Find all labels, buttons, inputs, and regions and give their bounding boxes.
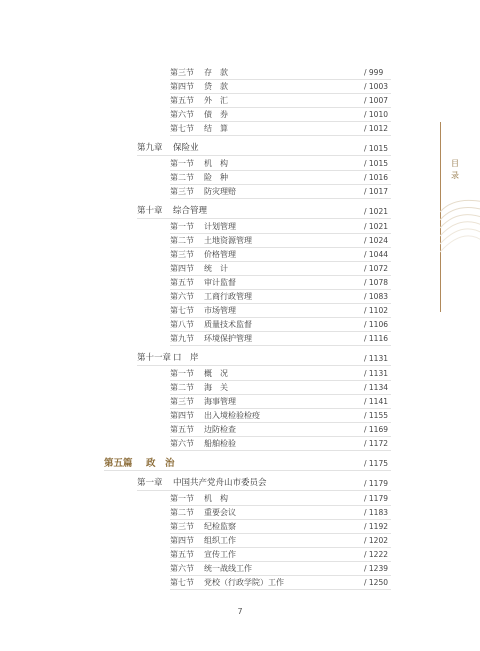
toc-entry-number: 第三节 xyxy=(170,68,194,77)
toc-entry-title: 工商行政管理 xyxy=(204,292,252,301)
toc-entry-title: 宣传工作 xyxy=(204,550,236,559)
toc-entry-underline xyxy=(137,218,391,219)
toc-entry-underline xyxy=(170,345,391,346)
toc-section-row xyxy=(170,171,391,184)
toc-entry-page: / 1179 xyxy=(364,494,388,503)
toc-entry-title: 质量技术监督 xyxy=(204,320,252,329)
toc-entry-underline xyxy=(170,450,391,451)
toc-entry-label xyxy=(137,352,199,365)
toc-entry-label xyxy=(137,477,267,490)
toc-entry-number: 第四节 xyxy=(170,411,194,420)
toc-entry-label xyxy=(170,66,228,79)
toc-entry-page: / 1003 xyxy=(364,82,388,91)
toc-entry-number: 第五篇 xyxy=(104,458,133,469)
toc-section-row xyxy=(170,122,391,135)
toc-section-row xyxy=(170,290,391,303)
toc-entry-label xyxy=(170,506,236,519)
toc-entry-underline xyxy=(104,470,391,471)
toc-entry-title: 综合管理 xyxy=(173,206,208,216)
toc-entry-underline xyxy=(137,155,391,156)
toc-entry-label xyxy=(170,248,236,261)
toc-section-row xyxy=(170,248,391,261)
toc-entry-page: / 1007 xyxy=(364,96,388,105)
toc-entry-number: 第九节 xyxy=(170,334,194,343)
toc-entry-number: 第四节 xyxy=(170,536,194,545)
toc-section-row xyxy=(170,520,391,533)
toc-entry-label xyxy=(104,457,175,470)
page-number: 7 xyxy=(237,607,243,616)
toc-entry-label xyxy=(170,94,228,107)
toc-entry-title: 边防检查 xyxy=(204,425,236,434)
toc-entry-page: / 1202 xyxy=(364,536,388,545)
toc-entry-title: 计划管理 xyxy=(204,222,236,231)
toc-section-row xyxy=(170,562,391,575)
toc-section-row xyxy=(170,576,391,589)
toc-entry-label xyxy=(170,122,228,135)
toc-entry-page: / 1179 xyxy=(364,479,388,488)
toc-entry-number: 第八节 xyxy=(170,320,194,329)
toc-section-row xyxy=(170,548,391,561)
toc-entry-title: 政 治 xyxy=(146,458,175,469)
toc-entry-page: / 1012 xyxy=(364,124,388,133)
toc-entry-title: 机 构 xyxy=(204,494,228,503)
toc-entry-number: 第五节 xyxy=(170,425,194,434)
toc-entry-label xyxy=(170,262,228,275)
toc-entry-title: 统一战线工作 xyxy=(204,564,252,573)
toc-entry-title: 外 汇 xyxy=(204,96,228,105)
toc-entry-label xyxy=(170,108,228,121)
toc-entry-number: 第二节 xyxy=(170,173,194,182)
toc-entry-title: 重要会议 xyxy=(204,508,236,517)
toc-entry-number: 第七节 xyxy=(170,124,194,133)
toc-entry-number: 第五节 xyxy=(170,550,194,559)
toc-section-row xyxy=(170,332,391,345)
toc-entry-label xyxy=(170,548,236,561)
toc-section-row xyxy=(170,66,391,79)
toc-entry-label xyxy=(170,276,236,289)
toc-entry-page: / 1016 xyxy=(364,173,388,182)
toc-entry-title: 存 款 xyxy=(204,68,228,77)
toc-entry-page: / 999 xyxy=(364,68,384,77)
toc-entry-page: / 1072 xyxy=(364,264,388,273)
toc-entry-title: 机 构 xyxy=(204,159,228,168)
toc-section-row xyxy=(170,395,391,408)
toc-entry-title: 险 种 xyxy=(204,173,228,182)
toc-entry-page: / 1010 xyxy=(364,110,388,119)
toc-entry-title: 船舶检验 xyxy=(204,439,236,448)
toc-entry-number: 第十章 xyxy=(137,206,163,216)
toc-entry-underline xyxy=(137,490,391,491)
toc-entry-number: 第六节 xyxy=(170,564,194,573)
toc-entry-title: 统 计 xyxy=(204,264,228,273)
toc-entry-number: 第二节 xyxy=(170,236,194,245)
toc-entry-title: 保险业 xyxy=(173,143,199,153)
toc-entry-label xyxy=(170,492,228,505)
toc-chapter-row xyxy=(137,142,391,155)
toc-entry-title: 防灾理赔 xyxy=(204,187,236,196)
toc-entry-label xyxy=(170,80,228,93)
toc-entry-number: 第一节 xyxy=(170,159,194,168)
toc-entry-title: 中国共产党舟山市委员会 xyxy=(173,478,267,488)
toc-entry-number: 第三节 xyxy=(170,522,194,531)
toc-section-row xyxy=(170,157,391,170)
toc-entry-underline xyxy=(170,198,391,199)
toc-section-row xyxy=(170,94,391,107)
toc-entry-label xyxy=(170,395,236,408)
toc-section-row xyxy=(170,367,391,380)
toc-section-row xyxy=(170,262,391,275)
toc-section-row xyxy=(170,220,391,233)
toc-entry-page: / 1192 xyxy=(364,522,388,531)
toc-entry-title: 市场管理 xyxy=(204,306,236,315)
toc-section-row xyxy=(170,409,391,422)
toc-entry-page: / 1015 xyxy=(364,144,388,153)
toc-entry-page: / 1116 xyxy=(364,334,388,343)
toc-chapter-row xyxy=(137,477,391,490)
toc-entry-page: / 1222 xyxy=(364,550,388,559)
toc-section-row xyxy=(170,185,391,198)
toc-entry-page: / 1015 xyxy=(364,159,388,168)
toc-entry-page: / 1172 xyxy=(364,439,388,448)
toc-entry-page: / 1131 xyxy=(364,354,388,363)
toc-entry-number: 第三节 xyxy=(170,187,194,196)
toc-section-row xyxy=(170,492,391,505)
toc-entry-number: 第六节 xyxy=(170,110,194,119)
toc-entry-title: 债 券 xyxy=(204,110,228,119)
toc-entry-page: / 1239 xyxy=(364,564,388,573)
toc-entry-page: / 1044 xyxy=(364,250,388,259)
toc-entry-label xyxy=(170,437,236,450)
toc-entry-page: / 1102 xyxy=(364,306,388,315)
toc-entry-title: 土地资源管理 xyxy=(204,236,252,245)
toc-entry-page: / 1250 xyxy=(364,578,388,587)
toc-entry-title: 结 算 xyxy=(204,124,228,133)
toc-entry-label xyxy=(170,318,252,331)
toc-entry-number: 第一章 xyxy=(137,478,163,488)
toc-entry-number: 第二节 xyxy=(170,383,194,392)
toc-section-row xyxy=(170,276,391,289)
toc-entry-page: / 1017 xyxy=(364,187,388,196)
toc-entry-number: 第一节 xyxy=(170,369,194,378)
toc-entry-number: 第六节 xyxy=(170,439,194,448)
toc-entry-title: 海事管理 xyxy=(204,397,236,406)
toc-chapter-row xyxy=(137,205,391,218)
toc-entry-label xyxy=(170,409,260,422)
toc-entry-number: 第四节 xyxy=(170,82,194,91)
toc-entry-label xyxy=(137,142,199,155)
toc-entry-page: / 1183 xyxy=(364,508,388,517)
toc-entry-page: / 1024 xyxy=(364,236,388,245)
toc-entry-label xyxy=(170,290,252,303)
toc-section-row xyxy=(170,318,391,331)
toc-entry-label xyxy=(170,576,284,589)
toc-section-row xyxy=(170,437,391,450)
toc-entry-label xyxy=(170,234,252,247)
toc-section-row xyxy=(170,423,391,436)
toc-entry-number: 第七节 xyxy=(170,306,194,315)
toc-entry-page: / 1078 xyxy=(364,278,388,287)
side-tab-label: 目录 xyxy=(451,159,459,180)
toc-entry-label xyxy=(170,157,228,170)
toc-entry-label xyxy=(170,367,228,380)
toc-entry-label xyxy=(170,534,236,547)
toc-entry-label xyxy=(170,220,236,233)
toc-entry-page: / 1021 xyxy=(364,222,388,231)
toc-entry-title: 出入境检验检疫 xyxy=(204,411,260,420)
toc-entry-number: 第十一章 xyxy=(137,353,172,363)
toc-entry-label xyxy=(170,423,236,436)
toc-entry-number: 第九章 xyxy=(137,143,163,153)
toc-entry-title: 审计监督 xyxy=(204,278,236,287)
toc-section-row xyxy=(170,108,391,121)
toc-entry-label xyxy=(170,304,236,317)
toc-entry-label xyxy=(170,381,228,394)
toc-entry-page: / 1155 xyxy=(364,411,388,420)
toc-entry-number: 第七节 xyxy=(170,578,194,587)
toc-entry-title: 海 关 xyxy=(204,383,228,392)
toc-entry-number: 第二节 xyxy=(170,508,194,517)
toc-chapter-row xyxy=(137,352,391,365)
toc-section-row xyxy=(170,534,391,547)
toc-entry-title: 环境保护管理 xyxy=(204,334,252,343)
toc-entry-number: 第五节 xyxy=(170,96,194,105)
toc-entry-number: 第六节 xyxy=(170,292,194,301)
toc-entry-title: 组织工作 xyxy=(204,536,236,545)
toc-entry-number: 第一节 xyxy=(170,494,194,503)
toc-entry-title: 价格管理 xyxy=(204,250,236,259)
toc-section-row xyxy=(170,381,391,394)
toc-entry-page: / 1106 xyxy=(364,320,388,329)
toc-entry-label xyxy=(170,171,228,184)
toc-entry-page: / 1169 xyxy=(364,425,388,434)
toc-entry-page: / 1134 xyxy=(364,383,388,392)
wave-decoration-icon xyxy=(440,182,480,262)
toc-entry-title: 口 岸 xyxy=(173,353,199,363)
toc-entry-number: 第四节 xyxy=(170,264,194,273)
toc-section-row xyxy=(170,304,391,317)
contents-side-tab xyxy=(436,122,480,312)
toc-entry-label xyxy=(170,562,252,575)
toc-section-row xyxy=(170,234,391,247)
toc-section-row xyxy=(170,506,391,519)
toc-entry-underline xyxy=(170,589,391,590)
toc-entry-label xyxy=(137,205,207,218)
toc-entry-page: / 1175 xyxy=(364,459,388,468)
toc-entry-label xyxy=(170,185,236,198)
toc-entry-label xyxy=(170,520,236,533)
toc-entry-page: / 1131 xyxy=(364,369,388,378)
toc-entry-label xyxy=(170,332,252,345)
toc-entry-underline xyxy=(170,135,391,136)
toc-entry-title: 贷 款 xyxy=(204,82,228,91)
toc-part-row xyxy=(104,457,391,470)
toc-entry-number: 第五节 xyxy=(170,278,194,287)
toc-entry-number: 第三节 xyxy=(170,250,194,259)
toc-entry-title: 概 况 xyxy=(204,369,228,378)
toc-entry-title: 党校（行政学院）工作 xyxy=(204,578,284,587)
toc-section-row xyxy=(170,80,391,93)
toc-entry-page: / 1083 xyxy=(364,292,388,301)
toc-entry-number: 第三节 xyxy=(170,397,194,406)
toc-entry-page: / 1141 xyxy=(364,397,388,406)
toc-entry-page: / 1021 xyxy=(364,207,388,216)
toc-entry-number: 第一节 xyxy=(170,222,194,231)
toc-entry-underline xyxy=(137,365,391,366)
toc-entry-title: 纪检监察 xyxy=(204,522,236,531)
